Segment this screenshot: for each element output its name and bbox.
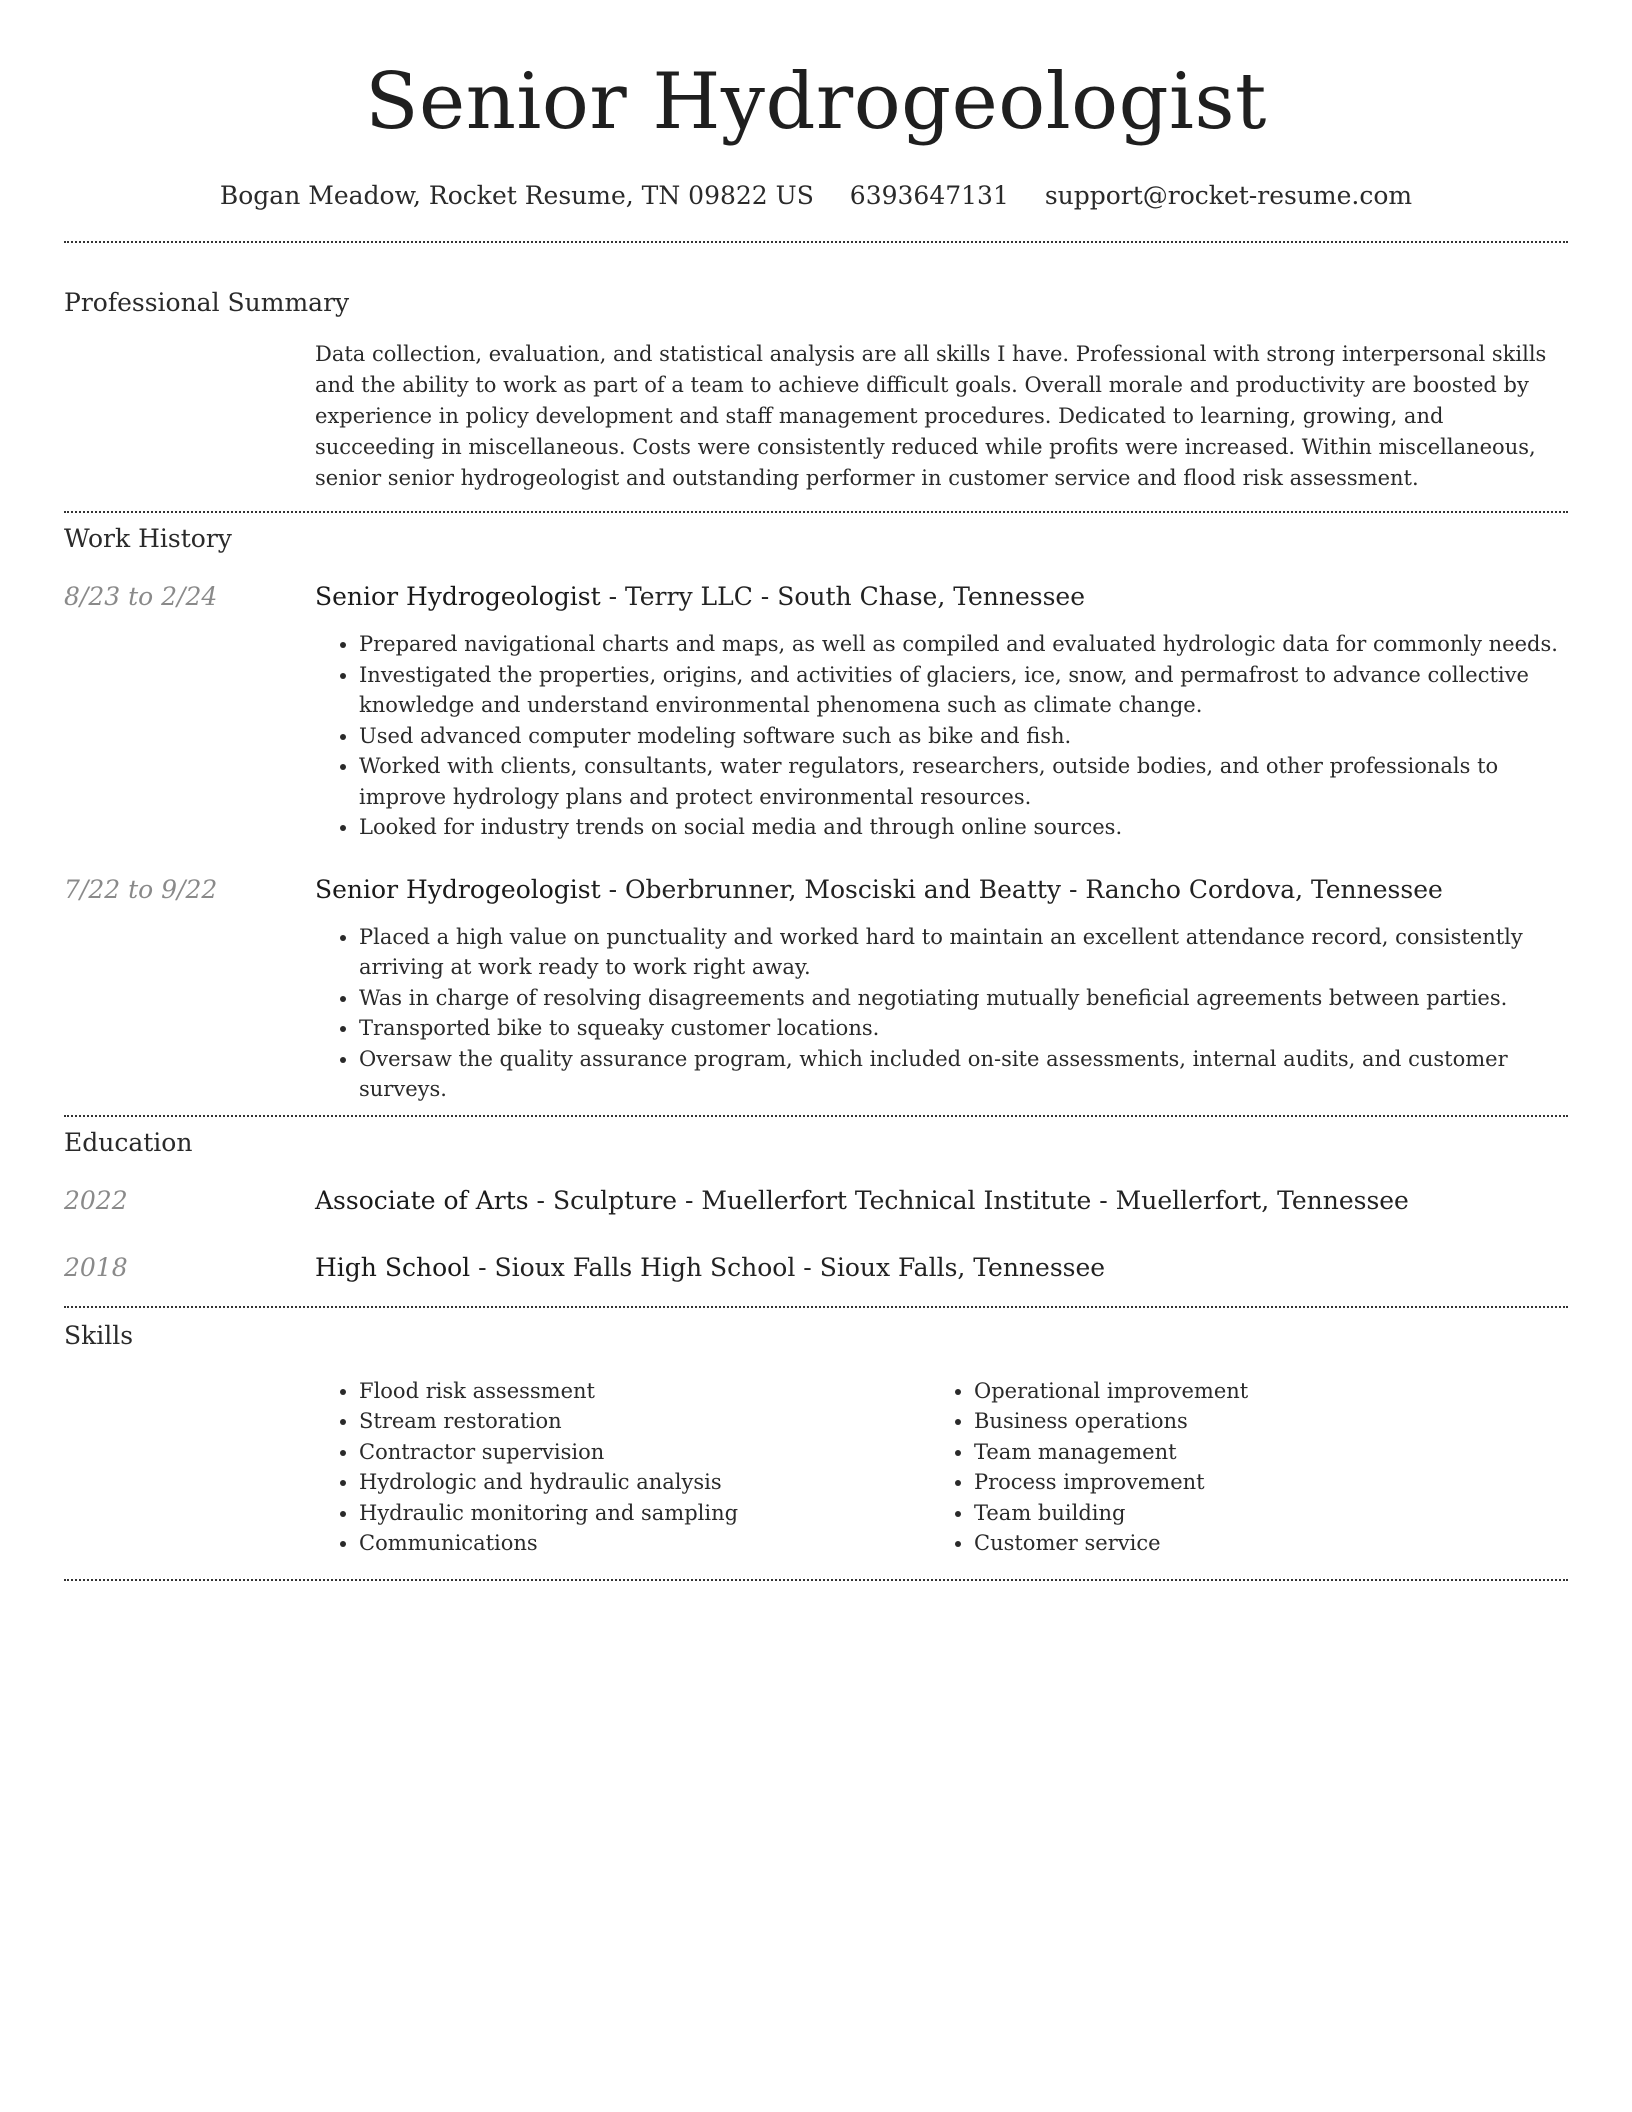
section-divider xyxy=(64,1579,1568,1581)
skill-item: • Stream restoration xyxy=(359,1406,930,1437)
contact-address: Bogan Meadow, Rocket Resume, TN 09822 US xyxy=(219,181,814,210)
section-divider xyxy=(64,1115,1568,1117)
job-location: Rancho Cordova, Tennessee xyxy=(1085,874,1443,904)
skill-item: • Hydrologic and hydraulic analysis xyxy=(359,1467,930,1498)
skills-spacer xyxy=(64,1376,315,1559)
job-location: South Chase, Tennessee xyxy=(777,582,1086,611)
section-divider xyxy=(64,1306,1568,1308)
job-dates: 7/22 to 9/22 xyxy=(64,874,218,904)
job-position: Senior Hydrogeologist xyxy=(315,874,601,904)
education-heading xyxy=(315,1252,1568,1284)
education-degree: Associate of Arts xyxy=(315,1185,529,1215)
section-title-work-history: Work History xyxy=(64,524,232,553)
separator: - xyxy=(752,582,778,611)
section-title-education: Education xyxy=(64,1127,193,1157)
skills-list-right xyxy=(930,1376,1550,1559)
education-school: Sioux Falls High School xyxy=(494,1252,796,1282)
resume-title: Senior Hydrogeologist xyxy=(365,57,1267,147)
section-divider xyxy=(64,241,1568,243)
summary-spacer xyxy=(64,339,315,494)
skill-item: • Team management xyxy=(974,1437,1550,1468)
separator: - xyxy=(1061,874,1086,904)
education-location: Muellerfort, Tennessee xyxy=(1115,1185,1409,1215)
job-bullet: • Oversaw the quality assurance program, which included on-site assessments, internal audits, and customer surveys. xyxy=(359,1044,1568,1105)
job-entry xyxy=(64,874,1568,1105)
job-bullet-list xyxy=(315,629,1568,843)
job-bullet: • Prepared navigational charts and maps, as well as compiled and evaluated hydrologic data for commonly needs. xyxy=(359,629,1568,660)
job-details xyxy=(315,874,1568,1105)
job-bullet: • Investigated the properties, origins, and activities of glaciers, ice, snow, and permafrost to advance collective knowledge and understand environmental phenomena such as climate change. xyxy=(359,660,1568,721)
skill-item: • Contractor supervision xyxy=(359,1437,930,1468)
summary-row xyxy=(64,339,1568,494)
education-year: 2018 xyxy=(64,1252,128,1282)
job-bullet: • Looked for industry trends on social media and through online sources. xyxy=(359,812,1568,843)
summary-text: Data collection, evaluation, and statistical analysis are all skills I have. Professional with strong interpersonal skills and the ability to work as part of a team to achieve difficult goals. Overall morale and productivity are boosted by experience in policy development and staff management procedures. Dedicated to learning, growing, and succeeding in miscellaneous. Costs were consistently reduced while profits were increased. Within miscellaneous, senior senior hydrogeologist and outstanding performer in customer service and flood risk assessment. xyxy=(315,342,1547,490)
education-entry xyxy=(64,1185,1568,1217)
education-details xyxy=(315,1185,1568,1217)
job-entry xyxy=(64,581,1568,843)
job-bullet: • Used advanced computer modeling software such as bike and fish. xyxy=(359,721,1568,752)
education-location: Sioux Falls, Tennessee xyxy=(819,1252,1106,1282)
education-entry xyxy=(64,1252,1568,1284)
education-field: Sculpture xyxy=(552,1185,678,1215)
skill-item: • Process improvement xyxy=(974,1467,1550,1498)
contact-line xyxy=(64,180,1568,212)
skill-item: • Flood risk assessment xyxy=(359,1376,930,1407)
education-degree: High School xyxy=(315,1252,471,1282)
job-bullet: • Was in charge of resolving disagreements and negotiating mutually beneficial agreements between parties. xyxy=(359,983,1568,1014)
separator: - xyxy=(1091,1185,1116,1215)
separator: - xyxy=(600,582,626,611)
section-title-skills: Skills xyxy=(64,1320,134,1350)
skill-item: • Operational improvement xyxy=(974,1376,1550,1407)
separator: - xyxy=(795,1252,820,1282)
skills-columns xyxy=(315,1376,1550,1559)
skills-list-left xyxy=(315,1376,930,1559)
job-heading xyxy=(315,581,1568,613)
job-company: Oberbrunner, Mosciski and Beatty xyxy=(625,874,1062,904)
resume-page xyxy=(64,0,1568,1581)
job-heading xyxy=(315,874,1568,906)
skill-item: • Communications xyxy=(359,1528,930,1559)
skill-item: • Business operations xyxy=(974,1406,1550,1437)
skill-item: • Hydraulic monitoring and sampling xyxy=(359,1498,930,1529)
education-school: Muellerfort Technical Institute xyxy=(701,1185,1092,1215)
separator: - xyxy=(528,1185,553,1215)
education-details xyxy=(315,1252,1568,1284)
summary-body xyxy=(315,339,1568,494)
job-bullet: • Placed a high value on punctuality and worked hard to maintain an excellent attendance record, consistently arriving at work ready to work right away. xyxy=(359,922,1568,983)
separator: - xyxy=(677,1185,702,1215)
separator: - xyxy=(470,1252,495,1282)
separator: - xyxy=(600,874,626,904)
education-year: 2022 xyxy=(64,1185,128,1215)
section-divider xyxy=(64,511,1568,513)
skill-item: • Customer service xyxy=(974,1528,1550,1559)
contact-phone: 6393647131 xyxy=(849,181,1009,210)
skills-row xyxy=(64,1376,1568,1559)
contact-email: support@rocket-resume.com xyxy=(1044,181,1413,210)
skill-item: • Team building xyxy=(974,1498,1550,1529)
job-position: Senior Hydrogeologist xyxy=(315,582,601,611)
job-bullet: • Transported bike to squeaky customer locations. xyxy=(359,1013,1568,1044)
job-bullet-list xyxy=(315,922,1568,1105)
job-bullet: • Worked with clients, consultants, water regulators, researchers, outside bodies, and other professionals to improve hydrology plans and protect environmental resources. xyxy=(359,751,1568,812)
job-dates: 8/23 to 2/24 xyxy=(64,582,218,611)
education-heading xyxy=(315,1185,1568,1217)
section-title-summary: Professional Summary xyxy=(64,288,350,317)
job-details xyxy=(315,581,1568,843)
job-company: Terry LLC xyxy=(625,582,753,611)
